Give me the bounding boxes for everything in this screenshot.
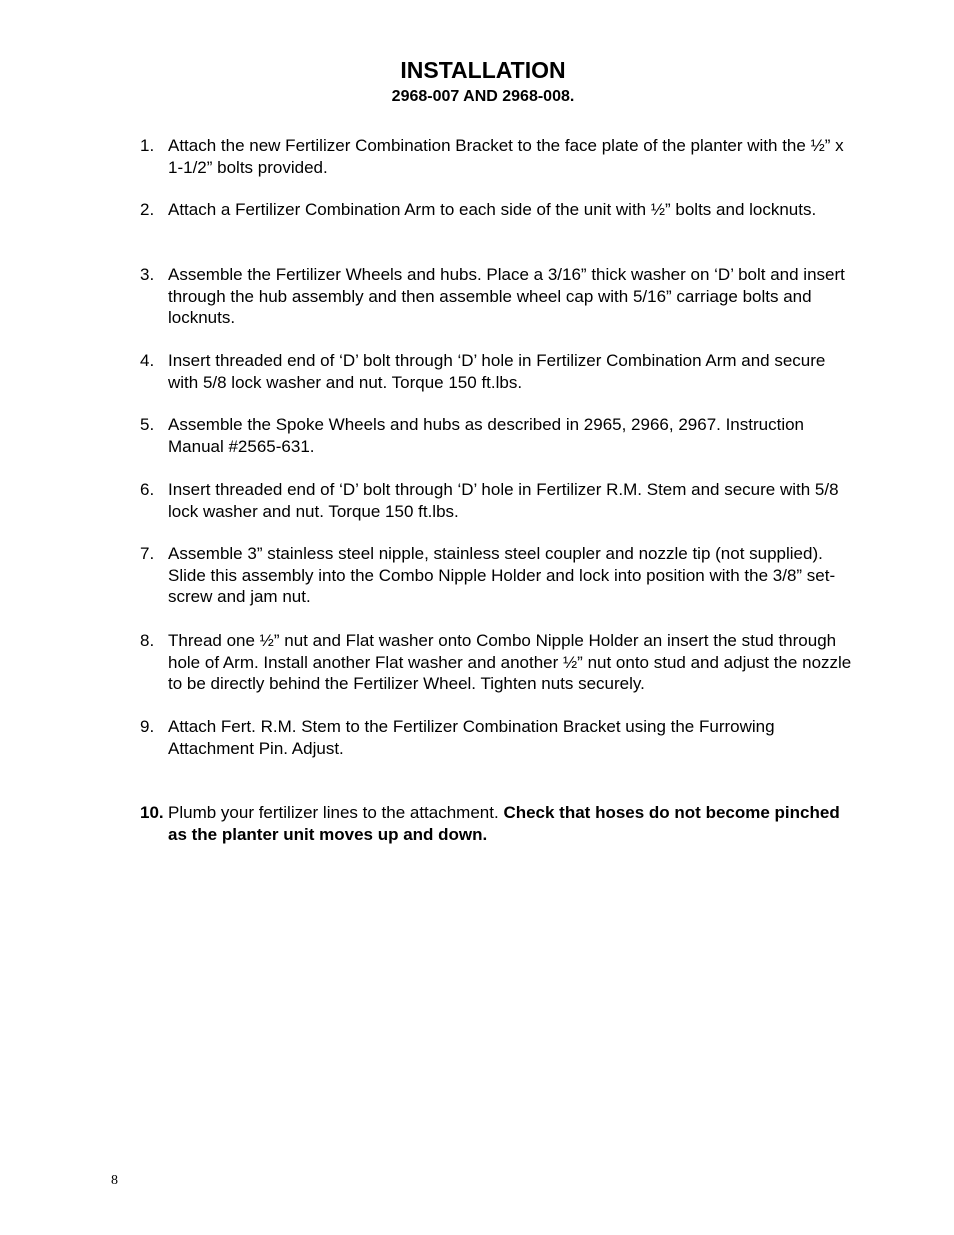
- step-number: 7.: [140, 544, 155, 563]
- list-item: [140, 630, 860, 695]
- step-text: Attach a Fertilizer Combination Arm to each side of the unit with ½” bolts and locknuts.: [168, 200, 817, 219]
- list-item: [140, 802, 860, 845]
- step-text: Attach Fert. R.M. Stem to the Fertilizer Combination Bracket using the Furrowing Attachment Pin. Adjust.: [168, 717, 775, 758]
- model-numbers: 2968-007 AND 2968-008.: [391, 88, 575, 105]
- step-text: Insert threaded end of ‘D’ bolt through ‘D’ hole in Fertilizer R.M. Stem and secure with 5/8 lock washer and nut. Torque 150 ft.lbs.: [168, 480, 839, 521]
- list-item: [140, 264, 860, 329]
- step-text: Thread one ½” nut and Flat washer onto Combo Nipple Holder an insert the stud through hole of Arm. Install another Flat washer and another ½” nut onto stud and adjust the nozzle to be directly behind the Fertilizer Wheel. Tighten nuts securely.: [168, 631, 852, 694]
- list-item: [140, 716, 860, 759]
- step-text-regular: Plumb your fertilizer lines to the attachment.: [168, 803, 504, 822]
- step-number: 10.: [140, 803, 164, 822]
- list-item: [140, 479, 860, 522]
- step-number: 4.: [140, 351, 155, 370]
- step-text: Assemble the Spoke Wheels and hubs as described in 2965, 2966, 2967. Instruction Manual #2565-631.: [168, 415, 805, 456]
- list-item: [140, 135, 860, 178]
- list-item: [140, 414, 860, 457]
- step-number: 5.: [140, 415, 155, 434]
- list-item: [140, 350, 860, 393]
- page-number: 8: [111, 1173, 118, 1188]
- step-text: Insert threaded end of ‘D’ bolt through ‘D’ hole in Fertilizer Combination Arm and secure with 5/8 lock washer and nut. Torque 150 ft.lbs.: [168, 351, 826, 392]
- step-number: 1.: [140, 136, 155, 155]
- step-text: Assemble the Fertilizer Wheels and hubs. Place a 3/16” thick washer on ‘D’ bolt and insert through the hub assembly and then assemble wheel cap with 5/16” carriage bolts and locknuts.: [168, 265, 845, 328]
- step-number: 6.: [140, 480, 155, 499]
- step-text: Attach the new Fertilizer Combination Bracket to the face plate of the planter with the ½” x 1-1/2” bolts provided.: [168, 136, 844, 177]
- step-number: 9.: [140, 717, 155, 736]
- step-warning-text: Check that hoses do not become pinched as the planter unit moves up and down.: [168, 803, 840, 844]
- step-number: 3.: [140, 265, 155, 284]
- step-text: Assemble 3” stainless steel nipple, stainless steel coupler and nozzle tip (not supplied). Slide this assembly into the Combo Nipple Holder and lock into position with the 3/8” set-screw and jam nut.: [168, 544, 836, 607]
- list-item: [140, 543, 860, 608]
- step-text: [168, 802, 860, 845]
- list-item: [140, 199, 860, 221]
- page-title: INSTALLATION: [400, 57, 566, 83]
- step-number: 2.: [140, 200, 155, 219]
- step-number: 8.: [140, 631, 155, 650]
